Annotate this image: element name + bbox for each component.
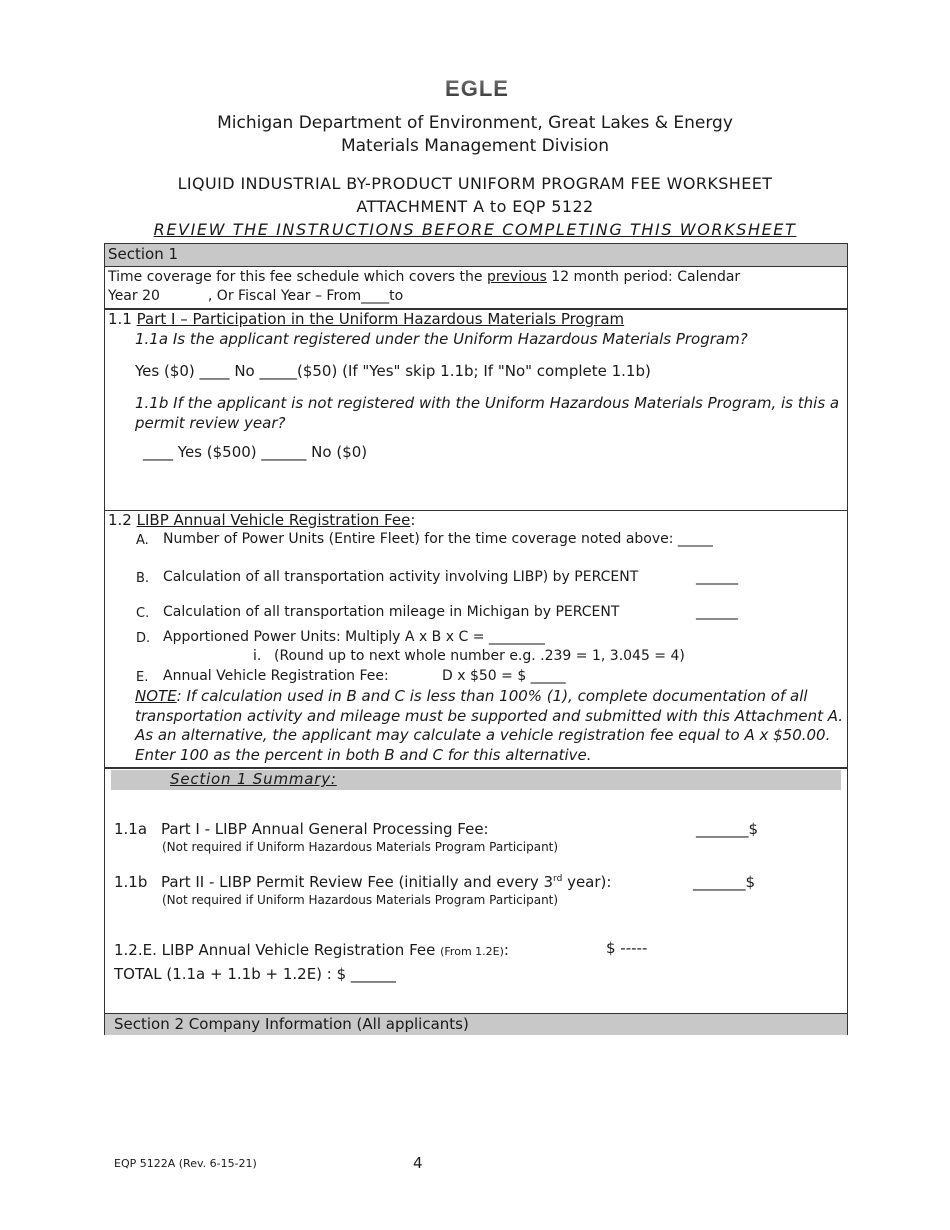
item-c-text: Calculation of all transportation mileage in Michigan by PERCENT [163,604,620,620]
part1-heading: 1.1 Part I – Participation in the Uniform Hazardous Materials Program [108,310,625,328]
no-blank-1-1a[interactable]: _____ [259,362,297,380]
item-e-letter: E. [136,670,149,685]
summary-heading: Section 1 Summary: [170,770,337,788]
summary-1-1b-value[interactable]: _______$ [693,873,756,891]
item-e-text: Annual Vehicle Registration Fee: [163,668,389,684]
item-d-text: Apportioned Power Units: Multiply A x B x C = ________ [163,629,545,645]
item-c-blank[interactable]: ______ [696,604,738,620]
note-label: NOTE [135,687,177,705]
question-1-1b: 1.1b If the applicant is not registered with the Uniform Hazardous Materials Program, is this a permit review year? [135,394,840,432]
agency-name: Michigan Department of Environment, Great Lakes & Energy [217,113,733,133]
logo-text: EGLE [445,76,509,100]
time-coverage-line1: Time coverage for this fee schedule which covers the previous 12 month period: Calendar [108,269,741,285]
item-a-text: Number of Power Units (Entire Fleet) for the time coverage noted above: _____ [163,531,713,547]
worksheet-subtitle: ATTACHMENT A to EQP 5122 [356,197,594,216]
summary-1-1b-note: (Not required if Uniform Hazardous Materials Program Participant) [162,893,559,907]
part2-heading: 1.2 LIBP Annual Vehicle Registration Fee: [108,511,416,529]
division-name: Materials Management Division [340,136,610,156]
summary-1-1a-value[interactable]: _______$ [696,820,759,838]
time-coverage-line2: Year 20 , Or Fiscal Year – From____to [108,288,404,304]
yes-blank-1-1b[interactable]: ____ [143,443,173,461]
summary-total: TOTAL (1.1a + 1.1b + 1.2E) : $ ______ [114,965,396,983]
item-c-letter: C. [136,606,150,621]
question-1-1a: 1.1a Is the applicant registered under the Uniform Hazardous Materials Program? [135,330,748,348]
yes-blank-1-1a[interactable]: ____ [199,362,230,380]
item-d-sub-text: (Round up to next whole number e.g. .239 = 1, 3.045 = 4) [274,648,685,664]
form-id: EQP 5122A (Rev. 6-15-21) [114,1157,257,1170]
item-e-calc: D x $50 = $ _____ [442,668,566,684]
worksheet-form [104,243,848,1035]
no-blank-1-1b[interactable]: ______ [261,443,307,461]
answer-1-1a: Yes ($0) ____ No _____($50) (If "Yes" skip 1.1b; If "No" complete 1.1b) [135,362,651,380]
summary-1-1b-number: 1.1b [114,873,148,891]
item-a-letter: A. [136,533,149,548]
page-number: 4 [413,1154,423,1172]
summary-1-2e-value[interactable]: $ ----- [606,939,648,957]
item-b-letter: B. [136,571,150,586]
summary-1-2e-label: 1.2.E. LIBP Annual Vehicle Registration Fee (From 1.2E): [114,941,509,959]
worksheet-title: LIQUID INDUSTRIAL BY-PRODUCT UNIFORM PROGRAM FEE WORKSHEET [177,174,773,193]
section1-heading: Section 1 [108,245,179,263]
summary-1-1a-note: (Not required if Uniform Hazardous Materials Program Participant) [162,840,559,854]
note-paragraph: NOTE: If calculation used in B and C is less than 100% (1), complete documentation of all transportation activity and mileage must be supported and submitted with this Attachment A. As an alternative, the applicant may calculate a vehicle registration fee equal to A x $50.00. Enter 100 as the percent in both B and C for this alternative. [135,687,844,764]
review-instructions-note: REVIEW THE INSTRUCTIONS BEFORE COMPLETING THIS WORKSHEET [153,220,797,239]
fiscal-year-from-blank[interactable]: ____ [361,288,390,304]
summary-1-1b-label: Part II - LIBP Permit Review Fee (initially and every 3rd year): [161,873,612,891]
egle-logo [444,76,510,100]
section2-heading: Section 2 Company Information (All applicants) [114,1015,469,1033]
summary-1-1a-number: 1.1a [114,820,148,838]
previous-emphasis: previous [486,269,547,285]
answer-1-1b: ____ Yes ($500) ______ No ($0) [143,443,368,461]
section1-header-band [105,244,847,266]
summary-1-1a-label: Part I - LIBP Annual General Processing Fee: [161,820,489,838]
item-d-sub-letter: i. [253,648,262,664]
item-b-text: Calculation of all transportation activity involving LIBP) by PERCENT [163,569,639,585]
item-d-letter: D. [136,631,151,646]
item-b-blank[interactable]: ______ [696,569,738,585]
